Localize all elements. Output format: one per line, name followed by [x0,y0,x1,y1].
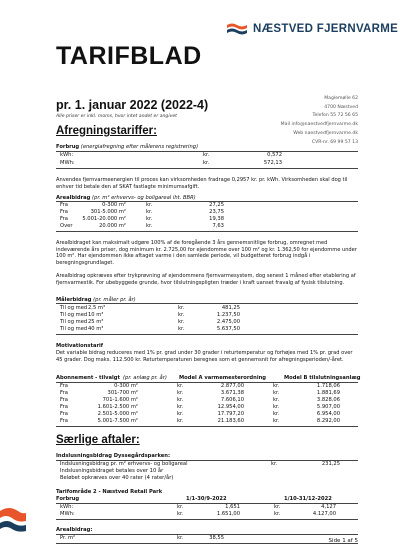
row-label: Til og med [60,319,88,325]
row-value: 481,25 [221,305,240,311]
row-value: 1.651,00 [216,511,240,517]
price-note: Alle priser er inkl. moms, hvor intet andet er angivet [56,114,177,119]
address-line: Maglemølle 62 [324,96,358,101]
row-size: 25 m³ [88,319,104,325]
row-label: Fra [60,404,68,410]
row-unit: kr. [146,216,153,222]
row-unit: kr. [271,461,278,467]
motivation-label: Motivationstarif [56,343,104,349]
row-unit: kr. [146,209,153,215]
row-value: 23,75 [209,209,224,215]
row-value: 7.606,10 [220,397,244,403]
row-label: MWh: [60,511,75,517]
row-value: 1.237,50 [216,312,240,318]
retail-label: Tarifområde 2 - Næstved Retail Park [56,489,163,495]
forbrug-heading [56,144,198,151]
row-value: 5.907,00 [316,404,340,410]
forbrug-note: (energiafregning efter målerens registrering) [80,144,199,150]
row-label: Pr. m² [60,535,76,541]
row-unit: kr. [177,418,184,424]
abonnement-col-a: Model A varmemesterordning [179,375,267,381]
row-value: 4.127,00 [312,511,336,517]
address-block [262,95,358,147]
row-value: 38,55 [209,535,224,541]
row-range: 0-300 m² [102,202,126,208]
row-unit: kr. [273,397,280,403]
row-value: 12.954,00 [217,404,244,410]
row-label: Over [60,223,73,229]
row-unit: kr. [177,390,184,396]
row-value: 1.881,69 [316,390,340,396]
row-unit: kr. [146,202,153,208]
table-row [56,223,358,231]
maalerbidrag-label: Målerbidrag [56,297,92,303]
row-unit: kr. [273,418,280,424]
table-row [56,152,358,160]
brand-name: NÆSTVED FJERNVARME [253,23,399,35]
table-divider [56,334,358,335]
row-unit: kr. [178,312,185,318]
row-unit: kr. [177,411,184,417]
table-divider [56,519,358,520]
row-label: kWh: [60,504,74,510]
row-label: kWh: [60,152,74,158]
address-web: Web naestvedfjernvarme.dk [293,130,358,136]
arealbidrag-label: Arealbidrag [56,195,91,201]
maalerbidrag-note: (pr. måler pr. år) [93,297,136,303]
indslusning-label: Indslusningsbidrag Dyssegårdsparken: [56,453,171,459]
row-value: 572,13 [263,160,282,166]
row-unit: kr. [203,160,210,166]
row-range: 301-5.000 m² [90,209,126,215]
corner-flag-decoration [0,505,26,550]
row-unit: kr. [177,535,184,541]
row-label: MWh: [60,160,75,166]
address-cvr: CVR-nr. 69 99 57 13 [311,139,358,145]
row-unit: kr. [273,390,280,396]
row-range: 2.501-5.000 m² [97,411,138,417]
row-label: Fra [60,418,68,424]
row-range: 0-300 m² [114,383,138,389]
row-range: 1.601-2.500 m² [97,404,138,410]
table-divider [56,303,358,304]
company-logo [226,21,398,37]
page-subtitle: pr. 1. januar 2022 (2022-4) [56,98,209,112]
arealbidrag-text-2: Arealbidrag opkræves efter trykprøvning af ejendommens fjernvarmesystem, dog senest 1 måned efter etablering af fjernvarmestik. For ubebyggede grunde, hvor tilslutningspligten træder i kraft uanset fravalg af fysisk tilslutning. [56,273,356,286]
row-unit: kr. [273,383,280,389]
row-label: Fra [60,209,68,215]
motivation-text: Det variable bidrag reduceres med 1% pr. grad under 30 grader i returtemperatur og forhøjes med 1% pr. grad over 45 grader. Dog maks. 112.500 kr. Returtemperaturen beregnes som et gennemsnit for afregningsperioden/-året. [56,350,353,363]
row-label: Til og med [60,326,88,332]
energi-text: Anvendes fjernvarmeenergien til proces kan virksomheden fradrage 0,2957 kr. pr. kWh. Virksomheden skal dog til enhver tid betale den af SKAT fastlagte minimumsafgift. [56,177,348,190]
row-label: Til og med [60,305,88,311]
row-unit: kr. [178,326,185,332]
row-unit: kr. [177,404,184,410]
row-size: 2,5 m³ [88,305,106,311]
retail-col-1: 1/1-30/9-2022 [186,496,227,502]
row-size: 10 m³ [88,312,104,318]
row-label: Til og med [60,312,88,318]
row-range: 301-700 m² [107,390,138,396]
logo-mark-icon [226,21,248,37]
table-row [56,418,358,426]
text-line [56,475,358,483]
row-value: 3.828,06 [316,397,340,403]
row-value: 7,63 [212,223,224,229]
table-row [56,511,358,519]
row-range: 5.001-7.500 m² [97,418,138,424]
row-unit: kr. [273,411,280,417]
row-range: 5.001-20.000 m² [82,216,126,222]
page-title: TARIFBLAD [56,42,202,70]
abonnement-note: (pr. anlæg pr. år) [123,375,167,381]
row-unit: kr. [273,404,280,410]
row-label: Fra [60,397,68,403]
address-mail: Mail info@naestvedfjernvarme.dk [280,122,358,128]
row-label: Beløbet opkræves over 40 rater (4 rater/år) [60,475,174,481]
row-value: 0,572 [267,152,282,158]
row-unit: kr. [177,383,184,389]
row-unit: kr. [177,397,184,403]
row-value: 19,38 [209,216,224,222]
row-label: Fra [60,216,68,222]
row-size: 40 m³ [88,326,104,332]
table-divider [56,168,358,169]
row-value: 3.671,38 [220,390,244,396]
forbrug-label: Forbrug [56,144,80,150]
row-unit: kr. [178,319,185,325]
row-value: 4,127 [321,504,336,510]
row-label: Fra [60,202,68,208]
page-number: Side 1 af 5 [328,538,358,544]
arealbidrag-text-1: Arealbidraget kan maksimalt udgøre 100% af de foregående 3 års gennemsnitlige forbrug, omregnet med indeværende års priser, dog minimum kr. 2.725,00 for ejendomme over 100 m² og kr. 1.362,50 for ejendomme under 100 m². Har ejendommen ikke aftaget varme i den samlede periode, vil budgetteret forbrug indgå i beregningsgrundlaget. [56,240,357,266]
row-unit: kr. [177,511,184,517]
arealbidrag-note: (pr. m² erhvervs- og boligareal iht. BBR) [92,195,196,201]
row-value: 8.292,00 [316,418,340,424]
areal-label: Arealbidrag: [56,527,93,533]
retail-forbrug-label: Forbrug [56,496,80,502]
table-row [56,160,358,168]
row-value: 1,651 [225,504,240,510]
row-label: Fra [60,411,68,417]
row-unit: kr. [274,511,281,517]
address-phone: Telefon 55 72 56 65 [312,113,358,119]
table-divider [56,231,358,232]
row-value: 17.797,20 [217,411,244,417]
table-row [56,326,358,334]
row-value: 6.954,00 [316,411,340,417]
retail-col-2: 1/10-31/12-2022 [284,496,332,502]
row-label: Indslusningsbidraget betales over 10 år [60,468,164,474]
row-unit: kr. [177,504,184,510]
section-heading-saerlige: Særlige aftaler: [56,434,140,446]
section-heading-afregning: Afregningstariffer: [56,125,157,137]
row-unit: kr. [178,305,185,311]
row-value: 21.183,60 [217,418,244,424]
table-divider [56,426,358,427]
row-label: Fra [60,390,68,396]
row-range: 701-1.600 m² [102,397,138,403]
row-value: 1.718,06 [316,383,340,389]
row-value: 231,25 [321,461,340,467]
row-unit: kr. [274,504,281,510]
row-label: Indslusningsbidrag pr. m² erhvervs- og boligareal [60,461,188,467]
abonnement-col-b: Model B tilslutningsanlæg [284,375,361,381]
row-value: 5.637,50 [216,326,240,332]
address-line: 4700 Næstved [324,104,358,110]
row-range: 20.000 m² [99,223,126,229]
row-value: 27,25 [209,202,224,208]
abonnement-label: Abonnement - tilvalgt [56,375,120,381]
row-value: 2.475,00 [216,319,240,325]
row-unit: kr. [146,223,153,229]
row-unit: kr. [203,152,210,158]
row-value: 2.877,00 [220,383,244,389]
row-label: Fra [60,383,68,389]
